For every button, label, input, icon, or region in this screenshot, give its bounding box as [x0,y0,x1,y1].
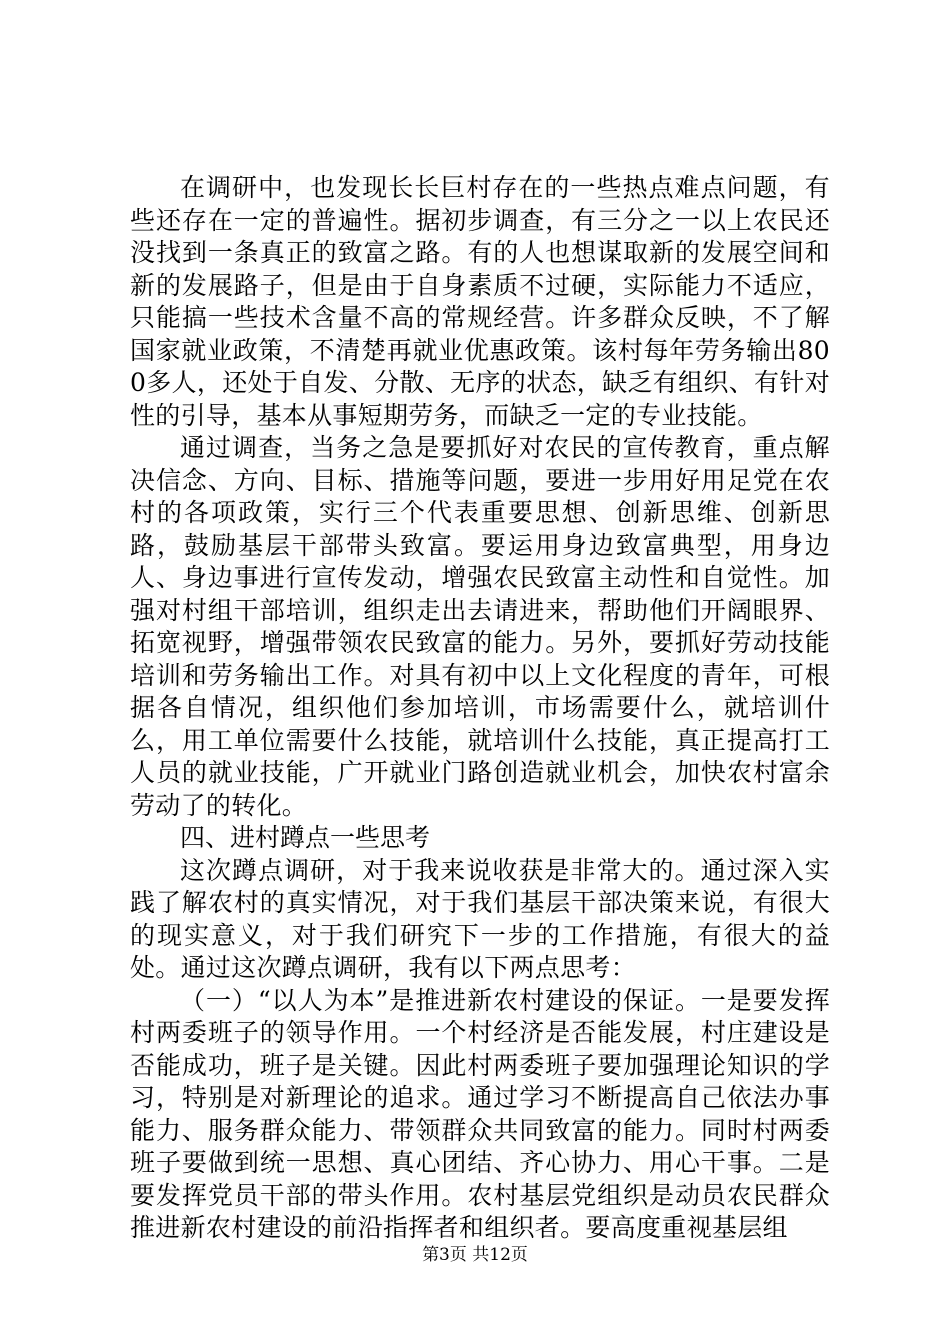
section-heading: 四、进村蹲点一些思考 [180,823,431,852]
paragraph-survey-measures: 通过调查，当务之急是要抓好对农民的宣传教育，重点解决信念、方向、目标、措施等问题，要进一步用好用足党在农村的各项政策，实行三个代表重要思想、创新思维、创新思路，鼓励基层干部带头致富。要运用身边致富典型，用身边人、身边事进行宣传发动，增强农民致富主动性和自觉性。加强对村组干部培训，组织走出去请进来，帮助他们开阔眼界、拓宽视野，增强带领农民致富的能力。另外，要抓好劳动技能培训和劳务输出工作。对具有初中以上文化程度的青年，可根据各自情况，组织他们参加培训，市场需要什么，就培训什么，用工单位需要什么技能，就培训什么技能，真正提高打工人员的就业技能，广开就业门路创造就业机会，加快农村富余劳动了的转化。 [130,433,830,820]
paragraph-reflection-point-one: （一）“以人为本”是推进新农村建设的保证。一是要发挥村两委班子的领导作用。一个村经济是否能发展，村庄建设是否能成功，班子是关键。因此村两委班子要加强理论知识的学习，特别是对新理论的追求。通过学习不断提高自己依法办事能力、服务群众能力、带领群众共同致富的能力。同时村两委班子要做到统一思想、真心团结、齐心协力、用心干事。二是要发挥党员干部的带头作用。农村基层党组织是动员农民群众推进新农村建设的前沿指挥者和组织者。要高度重视基层组 [130,985,830,1242]
document-body [130,172,830,1245]
paragraph-reflection-intro: 这次蹲点调研，对于我来说收获是非常大的。通过深入实践了解农村的真实情况，对于我们基层干部决策来说，有很大的现实意义，对于我们研究下一步的工作措施，有很大的益处。通过这次蹲点调研，我有以下两点思考： [130,855,830,982]
page-footer: 第3页 共12页 [422,1245,528,1265]
paragraph-survey-problems: 在调研中，也发现长长巨村存在的一些热点难点问题，有些还存在一定的普遍性。据初步调查，有三分之一以上农民还没找到一条真正的致富之路。有的人也想谋取新的发展空间和新的发展路子，但是由于自身素质不过硬，实际能力不适应，只能搞一些技术含量不高的常规经营。许多群众反映，不了解国家就业政策，不清楚再就业优惠政策。该村每年劳务输出800多人，还处于自发、分散、无序的状态，缺乏有组织、有针对性的引导，基本从事短期劳务，而缺乏一定的专业技能。 [130,173,830,430]
